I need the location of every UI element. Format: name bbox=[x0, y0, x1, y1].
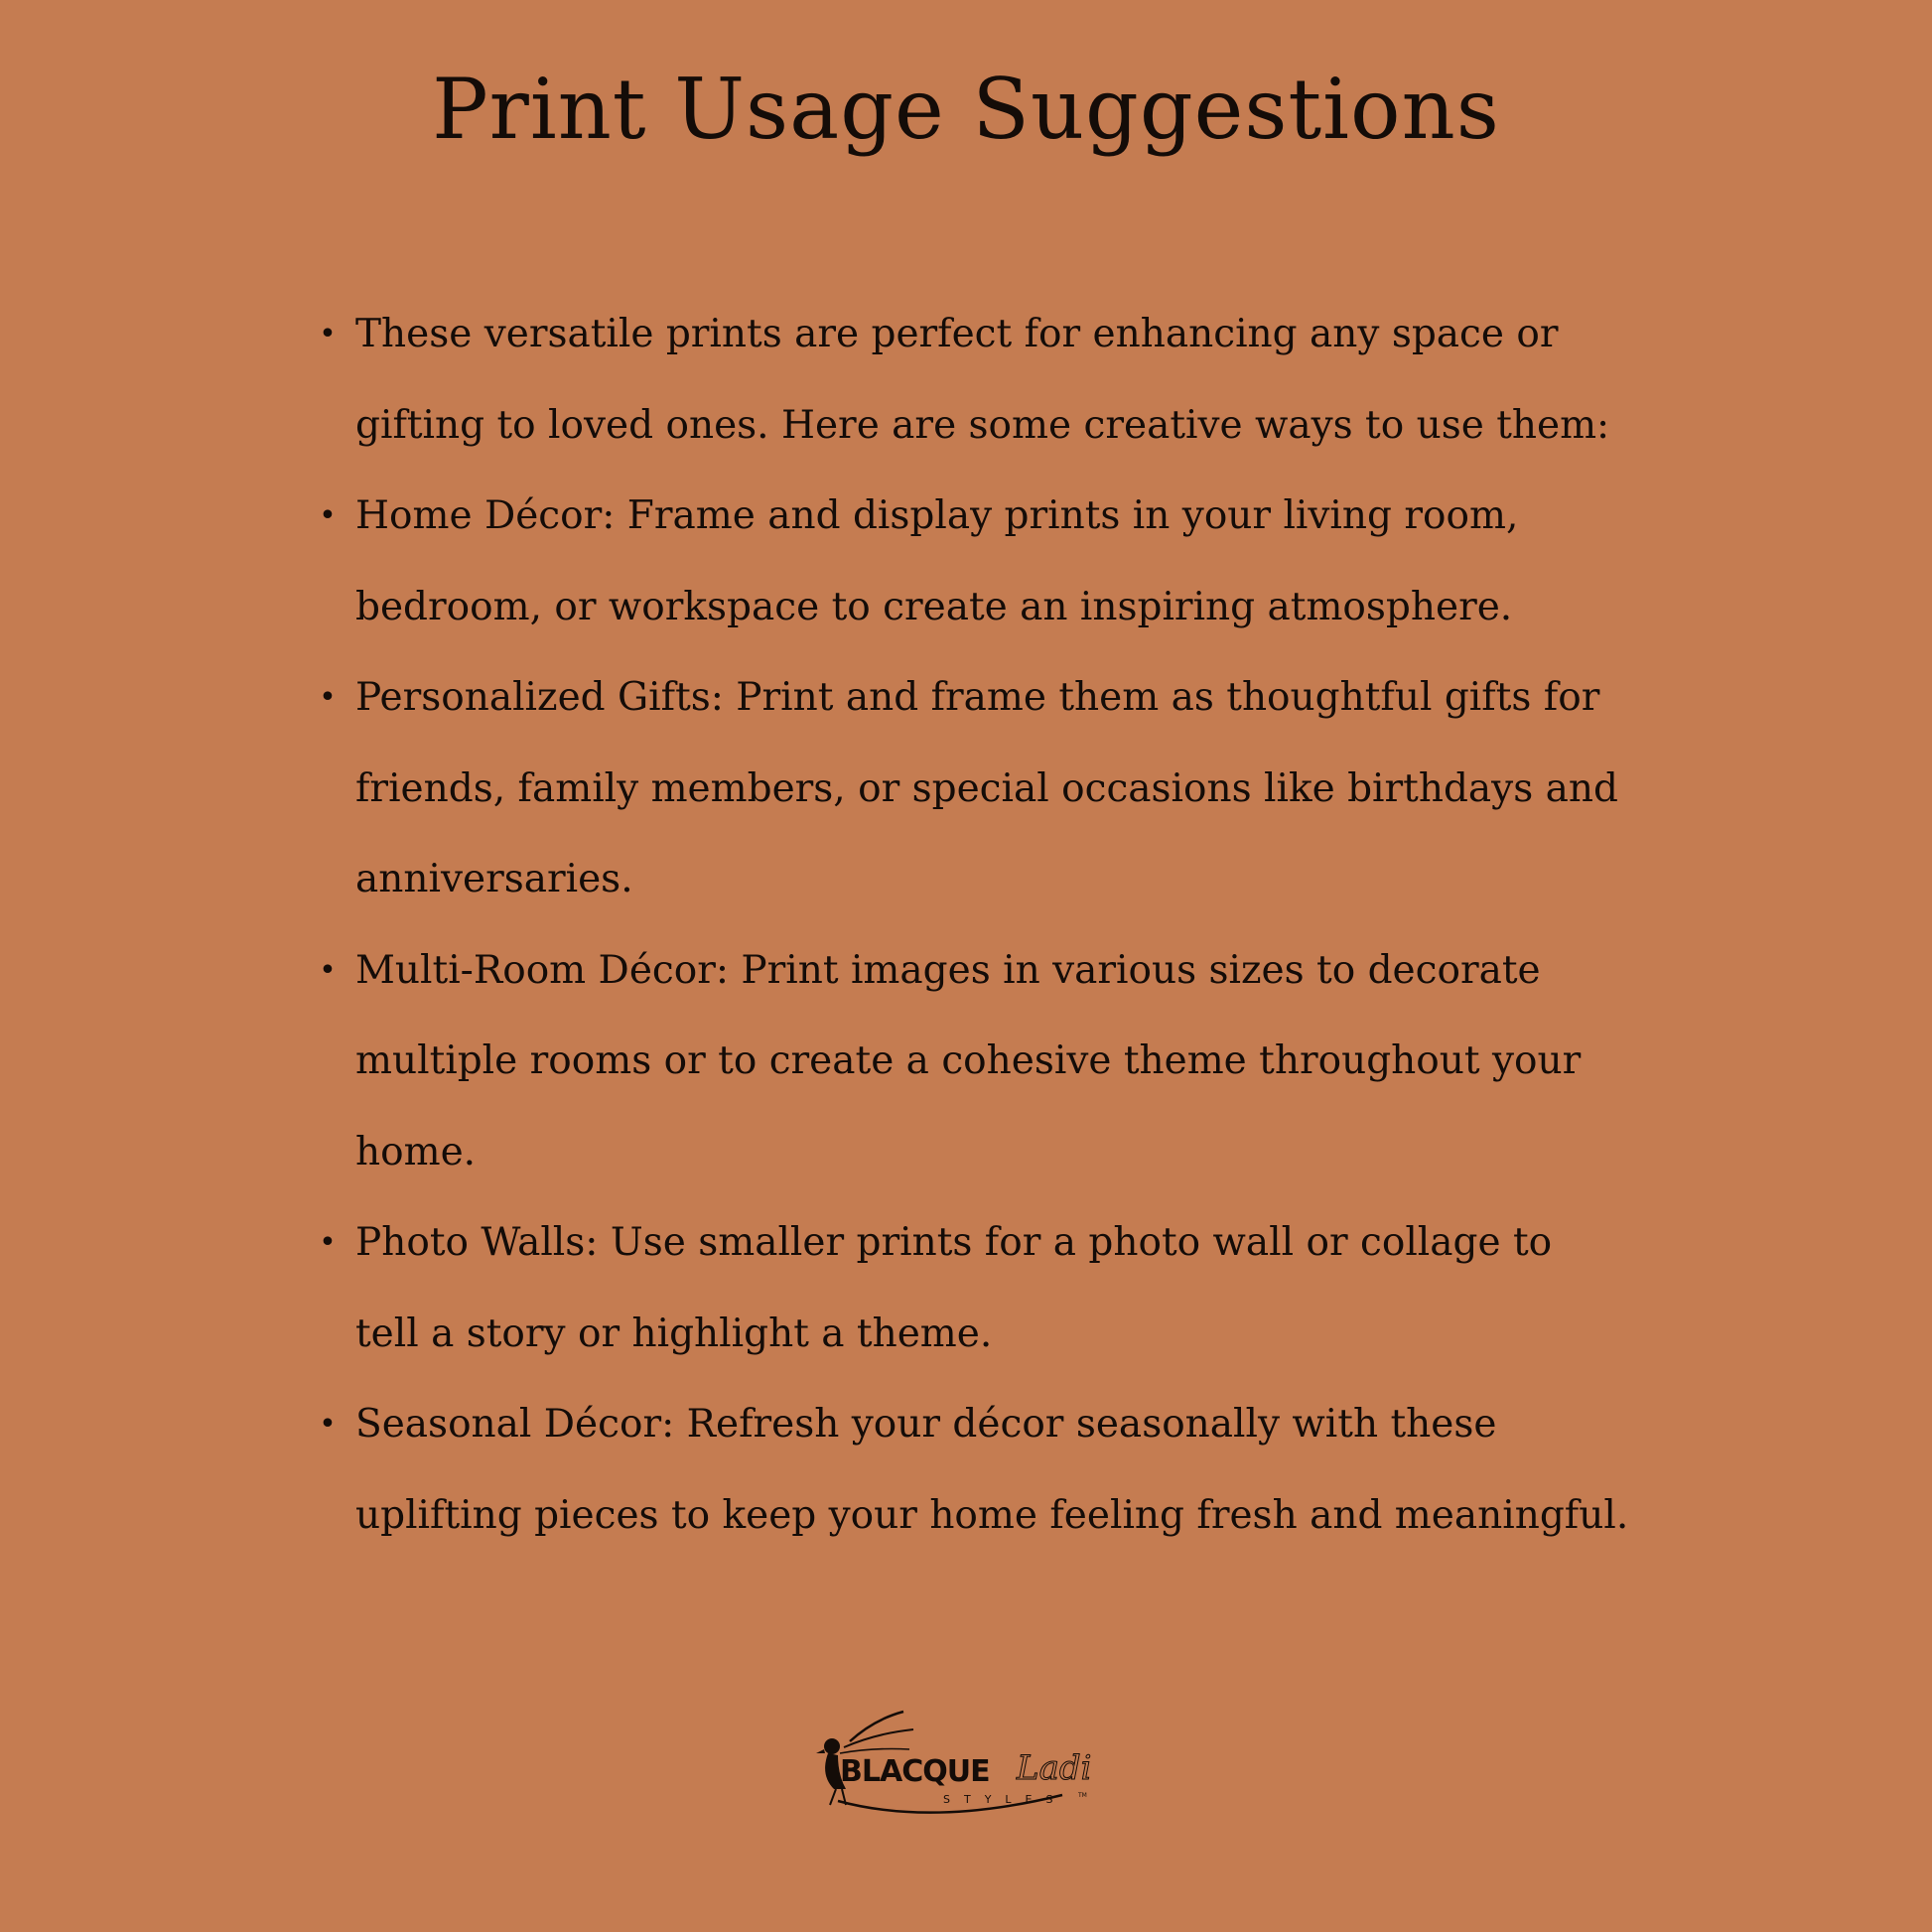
list-item-line: Photo Walls: Use smaller prints for a photo wall or collage to bbox=[355, 1220, 1553, 1265]
list-item bbox=[318, 925, 1648, 1198]
bullet-icon: • bbox=[319, 952, 337, 988]
logo-trademark: TM bbox=[1078, 1792, 1087, 1799]
logo-subtitle: STYLES bbox=[943, 1793, 1067, 1806]
logo-script: Ladi bbox=[1017, 1748, 1092, 1788]
bullet-icon: • bbox=[319, 498, 337, 533]
list-item-line: anniversaries. bbox=[355, 857, 633, 901]
list-item bbox=[318, 471, 1648, 652]
list-item-line: gifting to loved ones. Here are some creative ways to use them: bbox=[355, 402, 1610, 448]
list-item-line: friends, family members, or special occasions like birthdays and bbox=[355, 765, 1618, 811]
list-item-line: home. bbox=[355, 1129, 477, 1174]
usage-suggestions-list bbox=[318, 289, 1648, 1561]
logo-wordmark: BLACQUE bbox=[840, 1754, 990, 1789]
list-item-line: Multi-Room Décor: Print images in various sizes to decorate bbox=[355, 947, 1541, 993]
list-item-line: uplifting pieces to keep your home feeling fresh and meaningful. bbox=[355, 1492, 1629, 1538]
list-item-line: These versatile prints are perfect for enhancing any space or bbox=[355, 312, 1559, 356]
brand-logo bbox=[814, 1710, 1122, 1819]
list-item bbox=[318, 289, 1648, 471]
page-title: Print Usage Suggestions bbox=[432, 61, 1500, 158]
list-item-line: Personalized Gifts: Print and frame them as thoughtful gifts for bbox=[355, 675, 1600, 720]
list-item bbox=[318, 652, 1648, 925]
list-item bbox=[318, 1379, 1648, 1561]
list-item bbox=[318, 1197, 1648, 1379]
list-item-line: tell a story or highlight a theme. bbox=[355, 1311, 993, 1356]
bullet-icon: • bbox=[319, 680, 337, 715]
bullet-icon: • bbox=[319, 1407, 337, 1442]
list-item-line: multiple rooms or to create a cohesive theme throughout your bbox=[355, 1038, 1582, 1083]
bullet-icon: • bbox=[319, 317, 337, 351]
bullet-icon: • bbox=[319, 1225, 337, 1260]
list-item-line: bedroom, or workspace to create an inspiring atmosphere. bbox=[355, 584, 1513, 629]
list-item-line: Home Décor: Frame and display prints in your living room, bbox=[355, 493, 1519, 538]
list-item-line: Seasonal Décor: Refresh your décor seasonally with these bbox=[355, 1402, 1497, 1447]
